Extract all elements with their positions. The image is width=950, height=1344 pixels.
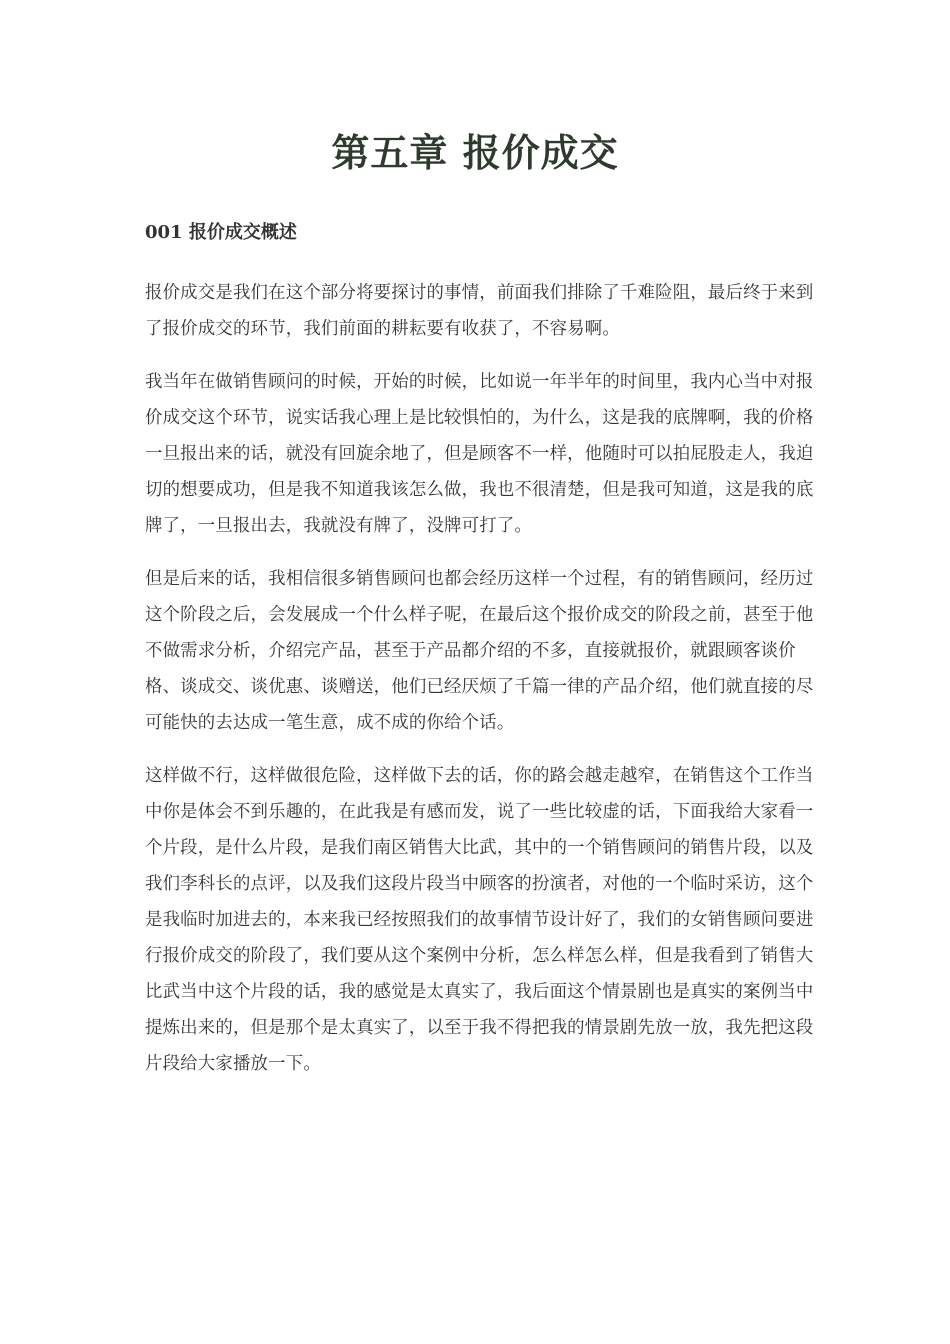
paragraph-3: 但是后来的话，我相信很多销售顾问也都会经历这样一个过程，有的销售顾问，经历过这个阶段之后，会发展成一个什么样子呢，在最后这个报价成交的阶段之前，甚至于他不做需求分析，介绍完产品，甚至于产品都介绍的不多，直接就报价，就跟顾客谈价格、谈成交、谈优惠、谈赠送，他们已经厌烦了千篇一律的产品介绍，他们就直接的尽可能快的去达成一笔生意，成不成的你给个话。 <box>145 569 814 733</box>
section-heading: 001 报价成交概述 <box>145 222 297 243</box>
paragraph-4: 这样做不行，这样做很危险，这样做下去的话，你的路会越走越窄，在销售这个工作当中你是体会不到乐趣的，在此我是有感而发，说了一些比较虚的话，下面我给大家看一个片段，是什么片段，是我们南区销售大比武，其中的一个销售顾问的销售片段，以及我们李科长的点评，以及我们这段片段当中顾客的扮演者，对他的一个临时采访，这个是我临时加进去的，本来我已经按照我们的故事情节设计好了，我们的女销售顾问要进行报价成交的阶段了，我们要从这个案例中分析，怎么样怎么样，但是我看到了销售大比武当中这个片段的话，我的感觉是太真实了，我后面这个情景剧也是真实的案例当中提炼出来的，但是那个是太真实了，以至于我不得把我的情景剧先放一放，我先把这段片段给大家播放一下。 <box>145 766 814 1074</box>
paragraph-1: 报价成交是我们在这个部分将要探讨的事情，前面我们排除了千难险阻，最后终于来到了报价成交的环节，我们前面的耕耘要有收获了，不容易啊。 <box>145 283 814 339</box>
body-text <box>145 275 815 1099</box>
paragraph-2: 我当年在做销售顾问的时候，开始的时候，比如说一年半年的时间里，我内心当中对报价成交这个环节，说实话我心理上是比较惧怕的，为什么，这是我的底牌啊，我的价格一旦报出来的话，就没有回旋余地了，但是顾客不一样，他随时可以拍屁股走人，我迫切的想要成功，但是我不知道我该怎么做，我也不很清楚，但是我可知道，这是我的底牌了，一旦报出去，我就没有牌了，没牌可打了。 <box>145 372 814 536</box>
chapter-title: 第五章 报价成交 <box>331 131 619 175</box>
